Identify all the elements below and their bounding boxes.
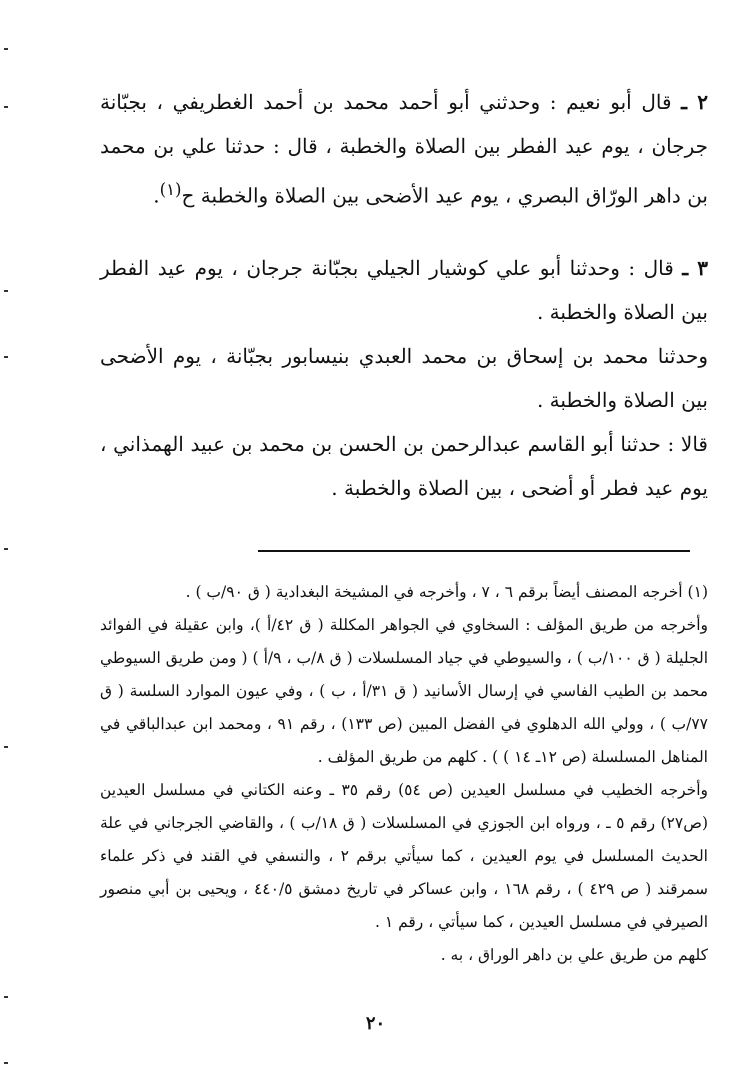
paragraph-text: قال : وحدثنا أبو علي كوشيار الجيلي بجبّانة جرجان ، يوم عيد الفطر بين الصلاة والخطبة .	[100, 255, 708, 324]
footnote-number: (١)	[687, 583, 708, 601]
footnote-marker[interactable]: (١)	[159, 180, 182, 199]
margin-mark	[4, 996, 8, 998]
main-text	[100, 80, 708, 510]
margin-mark	[4, 290, 8, 292]
paragraph-number: ٢ ـ	[681, 90, 708, 114]
footnotes	[100, 576, 708, 972]
paragraph-text-line: وحدثنا محمد بن إسحاق بن محمد العبدي بنيسابور بجبّانة ، يوم الأضحى بين الصلاة والخطبة .	[100, 343, 708, 412]
footnote-separator	[258, 550, 690, 552]
page-number: ٢٠	[365, 1013, 386, 1034]
margin-mark	[4, 746, 8, 748]
footnote-paragraph: وأخرجه الخطيب في مسلسل العيدين (ص ٥٤) رقم ٣٥ ـ وعنه الكتاني في مسلسل العيدين (ص٢٧) رقم ٥ ـ ، ورواه ابن الجوزي في المسلسلات ( ق ١٨/ب ) ، والقاضي الجرجاني في علة الحديث المسلسل في يوم العيدين ، كما سيأتي برقم ٢ ، والنسفي في القند في ذكر علماء سمرقند ( ص ٤٢٩ ) ، رقم ١٦٨ ، وابن عساكر في تاريخ دمشق ٤٤٠/٥ ، ويحيى بن أبي منصور الصيرفي في مسلسل العيدين ، كما سيأتي ، رقم ١ .	[100, 781, 709, 931]
footnote-paragraph: كلهم من طريق علي بن داهر الوراق ، به .	[440, 946, 708, 964]
footnote-text: أخرجه المصنف أيضاً برقم ٦ ، ٧ ، وأخرجه في المشيخة البغدادية ( ق ٩٠/ب ) .	[185, 583, 683, 601]
paragraph-text: قال أبو نعيم : وحدثني أبو أحمد محمد بن أحمد الغطريفي ، بجبّانة جرجان ، يوم عيد الفطر بين الصلاة والخطبة ، قال : حدثنا علي بن محمد بن داهر الورّاق البصري ، يوم عيد الأضحى بين الصلاة والخطبة ح	[100, 90, 708, 208]
margin-mark	[4, 1062, 8, 1064]
paragraph-number: ٣ ـ	[682, 255, 708, 280]
paragraph-text-line: قالا : حدثنا أبو القاسم عبدالرحمن بن الحسن بن محمد بن عبيد الهمذاني ، يوم عيد فطر أو أضحى ، بين الصلاة والخطبة .	[100, 431, 708, 500]
paragraph-3	[100, 246, 708, 334]
footnote-paragraph: وأخرجه من طريق المؤلف : السخاوي في الجواهر المكللة ( ق ٤٢/أ )، وابن عقيلة في الفوائد الجليلة ( ق ١٠٠/ب ) ، والسيوطي في جياد المسلسلات ( ق ٨/ب ، ٩/أ ) ( ومن طريق السيوطي محمد بن الطيب الفاسي في إرسال الأسانيد ( ق ٣١/أ ، ب ) ، وفي عيون الموارد السلسة ( ق ٧٧/ب ) ، وولي الله الدهلوي في الفضل المبين (ص ١٣٣) ، رقم ٩١ ، ومحمد ابن عبدالباقي في المناهل المسلسلة (ص ١٢ـ ١٤ ) ) . كلهم من طريق المؤلف .	[100, 616, 709, 766]
margin-mark	[4, 48, 8, 50]
footnote-1	[100, 576, 708, 609]
margin-mark	[4, 106, 8, 108]
margin-mark	[4, 356, 8, 358]
paragraph-2: ٢ ـ قال أبو نعيم : وحدثني أبو أحمد محمد بن أحمد الغطريفي ، بجبّانة جرجان ، يوم عيد الفطر بين الصلاة والخطبة ، قال : حدثنا علي بن محمد بن داهر الورّاق البصري ، يوم عيد الأضحى بين الصلاة والخطبة ح$^{(١)}$.	[100, 90, 708, 208]
margin-mark	[4, 548, 8, 550]
